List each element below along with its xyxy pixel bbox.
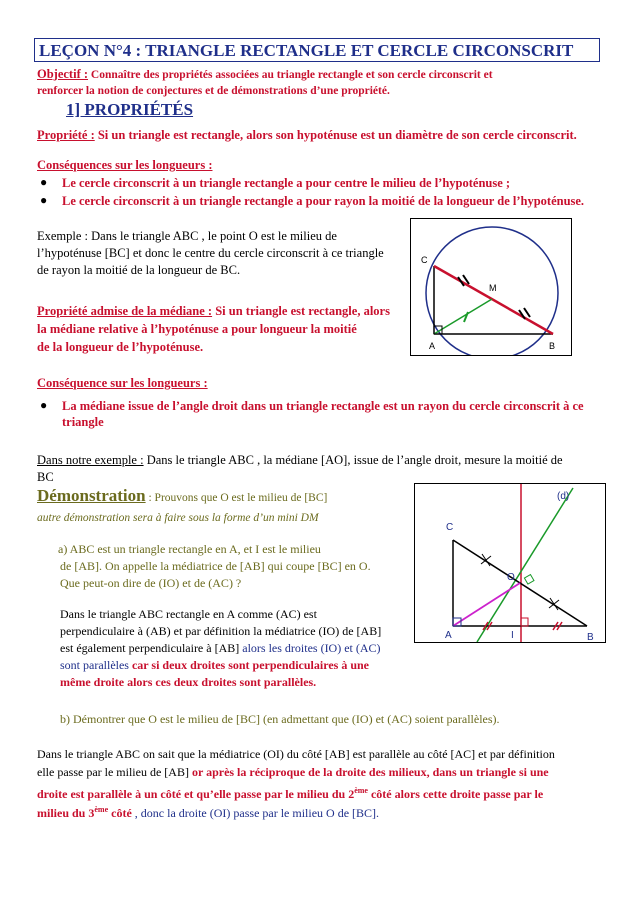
- conclusion-line3: [37, 783, 543, 802]
- label-I: I: [511, 630, 514, 641]
- property-line: [37, 127, 577, 143]
- figure-1: [410, 218, 572, 356]
- median: [434, 299, 492, 334]
- bullet-icon: ●: [40, 193, 48, 207]
- conclusion-line3b: côté alors cette droite passe par le: [367, 787, 544, 801]
- demonstration-title: Démonstration: [37, 486, 146, 505]
- median-AO: [453, 583, 520, 626]
- conclusion-line2b: or après la réciproque de la droite des milieux, dans un triangle si une: [191, 765, 549, 779]
- label-d: (d): [557, 491, 570, 502]
- part-b-line: b) Démontrer que O est le milieu de [BC] (en admettant que (IO) et (AC) soient parallèles).: [60, 712, 500, 726]
- proof-line4a: sont parallèles: [60, 658, 129, 672]
- consequence-median-line1: La médiane issue de l’angle droit dans un triangle rectangle est un rayon du cercle circonscrit à ce: [62, 399, 584, 413]
- part-a-line1: a) ABC est un triangle rectangle en A, et I est le milieu: [58, 542, 321, 556]
- median-text1: Si un triangle est rectangle, alors: [212, 304, 390, 318]
- median-label: Propriété admise de la médiane :: [37, 304, 213, 318]
- our-example-text1: Dans le triangle ABC , la médiane [AO], issue de l’angle droit, mesure la moitié de: [143, 453, 563, 467]
- conclusion-line4: [37, 802, 379, 821]
- proof-line2: perpendiculaire à (AB) et par définition la médiatrice (IO) de [AB]: [60, 624, 382, 638]
- objective-line2: renforcer la notion de conjectures et de démonstrations d’une propriété.: [37, 85, 390, 97]
- proof-line4b: car si deux droites sont perpendiculaires à une: [128, 658, 370, 672]
- conclusion-line4c: , donc la droite (OI) passe par le milieu O de [BC].: [131, 806, 380, 820]
- conclusion-line3a: droite est parallèle à un côté et qu’elle passe par le milieu du 2: [37, 787, 355, 801]
- bullet-icon: ●: [40, 175, 48, 189]
- page-title: LEÇON N°4 : TRIANGLE RECTANGLE ET CERCLE CIRCONSCRIT: [34, 38, 600, 62]
- consequences-label: Conséquences sur les longueurs :: [37, 158, 213, 172]
- our-example-line2: BC: [37, 470, 54, 484]
- proof-line1: Dans le triangle ABC rectangle en A comme (AC) est: [60, 607, 317, 621]
- consequence-median-label: Conséquence sur les longueurs :: [37, 376, 208, 390]
- conclusion-line4-sup: ème: [94, 805, 109, 814]
- consequence-median-line2: triangle: [62, 415, 104, 429]
- section-heading: 1] PROPRIÉTÉS: [66, 100, 194, 119]
- label-A: A: [429, 341, 436, 351]
- label-C: C: [421, 255, 428, 265]
- conclusion-line3-sup: ème: [354, 786, 368, 795]
- label-B: B: [587, 632, 594, 642]
- demonstration-heading: [37, 485, 327, 509]
- label-B: B: [549, 341, 556, 351]
- figure-2: [414, 483, 606, 643]
- label-M: M: [489, 283, 497, 293]
- example-line1: Exemple : Dans le triangle ABC , le point O est le milieu de: [37, 229, 337, 243]
- objective-text1: Connaître des propriétés associées au triangle rectangle et son cercle circonscrit et: [88, 69, 493, 81]
- label-C: C: [446, 522, 454, 533]
- median-line1: [37, 303, 390, 319]
- conclusion-line2: [37, 764, 549, 780]
- proof-line5: même droite alors ces deux droites sont parallèles.: [60, 675, 317, 689]
- conclusion-line4b: côté: [108, 806, 132, 820]
- conclusion-line1: Dans le triangle ABC on sait que la médiatrice (OI) du côté [AB] est parallèle au côté [AC] et par définition: [37, 747, 555, 761]
- our-example-line1: [37, 452, 563, 468]
- our-example-label: Dans notre exemple :: [37, 453, 144, 467]
- label-A: A: [445, 630, 452, 641]
- objective-label: Objectif :: [37, 67, 89, 81]
- property-label: Propriété :: [37, 128, 95, 142]
- figure-1-drawing: [411, 219, 571, 355]
- consequence-item-1: Le cercle circonscrit à un triangle rectangle a pour centre le milieu de l’hypoténuse ;: [62, 176, 511, 190]
- part-a-line3: Que peut-on dire de (IO) et de (AC) ?: [60, 576, 242, 590]
- bullet-icon: ●: [40, 398, 48, 412]
- conclusion-line2a: elle passe par le milieu de [AB]: [37, 765, 192, 779]
- objective-line1: [37, 66, 493, 83]
- label-O: O: [507, 572, 515, 583]
- demonstration-subtitle: autre démonstration sera à faire sous la forme d’un mini DM: [37, 512, 319, 524]
- proof-line3a: est également perpendiculaire à [AB]: [60, 641, 243, 655]
- conclusion-line4a: milieu du 3: [37, 806, 95, 820]
- property-text: Si un triangle est rectangle, alors son hypoténuse est un diamètre de son cercle circonscrit.: [94, 128, 577, 142]
- part-a-line2: de [AB]. On appelle la médiatrice de [AB] qui coupe [BC] en O.: [60, 559, 371, 573]
- proof-line3: [60, 640, 381, 656]
- demonstration-after: : Prouvons que O est le milieu de [BC]: [145, 492, 328, 504]
- median-line3: de la longueur de l’hypoténuse.: [37, 340, 204, 354]
- example-line2: l’hypoténuse [BC] et donc le centre du cercle circonscrit à ce triangle: [37, 246, 384, 260]
- figure-2-drawing: [415, 484, 605, 642]
- consequence-item-2: Le cercle circonscrit à un triangle rectangle a pour rayon la moitié de la longueur de l’hypoténuse.: [62, 194, 585, 208]
- example-line3: de rayon la moitié de la longueur de BC.: [37, 263, 241, 277]
- proof-line4: [60, 657, 369, 673]
- proof-line3b: alors les droites (IO) et (AC): [242, 641, 381, 655]
- median-line2: la médiane relative à l’hypoténuse a pour longueur la moitié: [37, 322, 357, 336]
